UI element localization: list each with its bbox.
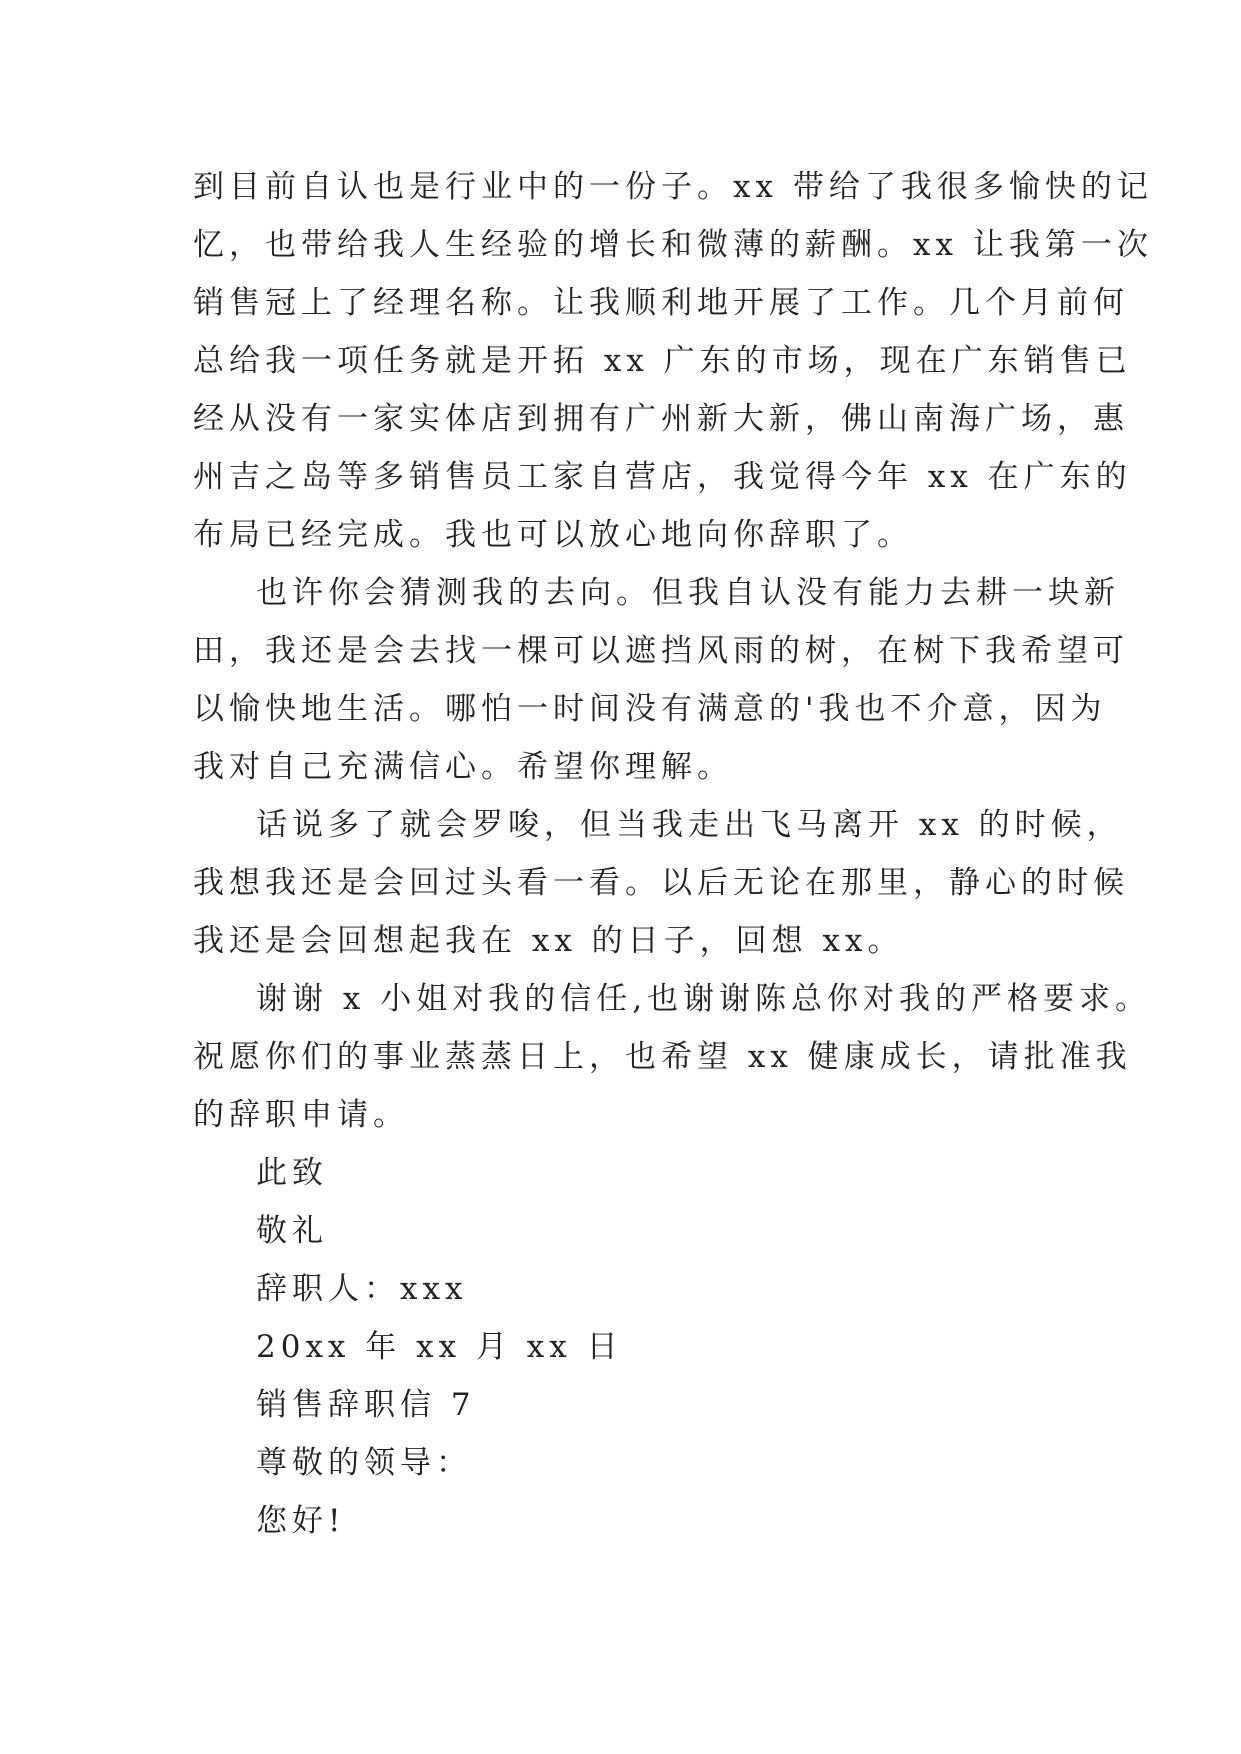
paragraph-3 <box>193 796 1129 970</box>
paragraph-2 <box>193 564 1129 796</box>
next-letter-title: 销售辞职信 7 <box>256 1387 476 1423</box>
text-line: 田，我还是会去找一棵可以遮挡风雨的树，在树下我希望可 <box>193 633 1129 669</box>
text-line: 的辞职申请。 <box>193 1097 409 1133</box>
next-letter-block <box>193 1376 1063 1550</box>
text-line: 到目前自认也是行业中的一份子。xx 带给了我很多愉快的记 <box>193 169 1153 205</box>
text-line: 总给我一项任务就是开拓 xx 广东的市场，现在广东销售已 <box>193 343 1132 379</box>
text-line: 话说多了就会罗唆，但当我走出飞马离开 xx 的时候， <box>256 807 1123 843</box>
letter-body <box>193 158 1153 1550</box>
text-line: 我还是会回想起我在 xx 的日子，回想 xx。 <box>193 923 904 959</box>
next-letter-greeting: 您好! <box>256 1503 346 1539</box>
text-line: 布局已经完成。我也可以放心地向你辞职了。 <box>193 517 913 553</box>
signature-line: 辞职人：xxx <box>256 1271 468 1307</box>
salutation-jing-li: 敬礼 <box>256 1213 328 1249</box>
text-line: 祝愿你们的事业蒸蒸日上，也希望 xx 健康成长，请批准我 <box>193 1039 1132 1075</box>
text-line: 我对自己充满信心。希望你理解。 <box>193 749 733 785</box>
salutation-ci-zhi: 此致 <box>256 1155 328 1191</box>
text-line: 州吉之岛等多销售员工家自营店，我觉得今年 xx 在广东的 <box>193 459 1132 495</box>
next-letter-greeting-to: 尊敬的领导： <box>256 1445 472 1481</box>
text-line: 谢谢 x 小姐对我的信任,也谢谢陈总你对我的严格要求。 <box>256 981 1152 1017</box>
paragraph-1 <box>193 158 1153 564</box>
date-line: 20xx 年 xx 月 xx 日 <box>256 1329 623 1365</box>
text-line: 经从没有一家实体店到拥有广州新大新，佛山南海广场，惠 <box>193 401 1129 437</box>
text-line: 销售冠上了经理名称。让我顺利地开展了工作。几个月前何 <box>193 285 1129 321</box>
text-line: 忆，也带给我人生经验的增长和微薄的薪酬。xx 让我第一次 <box>193 227 1153 263</box>
text-line: 以愉快地生活。哪怕一时间没有满意的'我也不介意，因为 <box>193 691 1107 727</box>
text-line: 也许你会猜测我的去向。但我自认没有能力去耕一块新 <box>256 575 1120 611</box>
paragraph-4 <box>193 970 1152 1144</box>
text-line: 我想我还是会回过头看一看。以后无论在那里，静心的时候 <box>193 865 1129 901</box>
closing-block <box>193 1144 1063 1376</box>
